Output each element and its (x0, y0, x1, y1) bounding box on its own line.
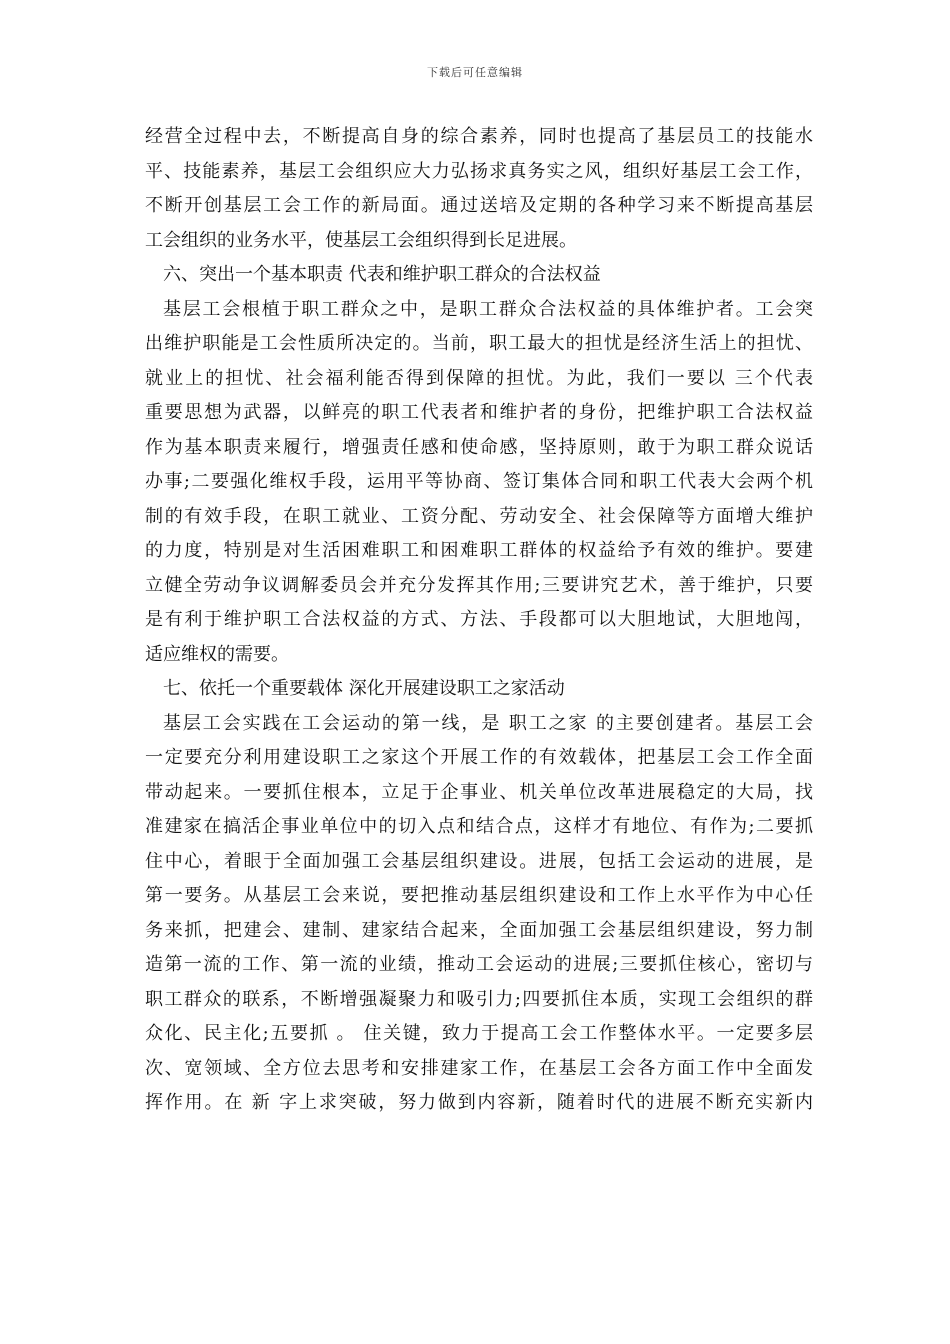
document-body (145, 120, 813, 1121)
text-line: 出维护职能是工会性质所决定的。当前，职工最大的担忧是经济生活上的担忧、 (145, 333, 813, 354)
text-line: 基层工会实践在工会运动的第一线，是 职工之家 的主要创建者。基层工会 (163, 712, 813, 734)
text-line: 是有利于维护职工合法权益的方式、方法、手段都可以大胆地试，大胆地闯， (145, 609, 813, 630)
text-line: 就业上的担忧、社会福利能否得到保障的担忧。为此，我们一要以 三个代表 (145, 367, 813, 389)
text-line: 带动起来。一要抓住根本，立足于企事业、机关单位改革进展稳定的大局，找 (145, 781, 813, 803)
section-heading: 六、突出一个基本职责 代表和维护职工群众的合法权益 (163, 264, 601, 285)
text-line: 作为基本职责来履行，增强责任感和使命感，坚持原则，敢于为职工群众说话 (145, 436, 813, 458)
page-header: 下载后可任意编辑 (427, 66, 523, 79)
text-line: 准建家在搞活企事业单位中的切入点和结合点，这样才有地位、有作为;二要抓 (145, 816, 813, 837)
text-line: 适应维权的需要。 (145, 643, 289, 665)
text-line: 挥作用。在 新 字上求突破，努力做到内容新，随着时代的进展不断充实新内 (145, 1092, 813, 1113)
section-heading: 七、依托一个重要载体 深化开展建设职工之家活动 (163, 678, 565, 699)
text-line: 次、宽领域、全方位去思考和安排建家工作，在基层工会各方面工作中全面发 (145, 1057, 813, 1079)
text-line: 基层工会根植于职工群众之中，是职工群众合法权益的具体维护者。工会突 (163, 298, 813, 320)
text-line: 职工群众的联系，不断增强凝聚力和吸引力;四要抓住本质，实现工会组织的群 (145, 988, 813, 1010)
text-line: 众化、民主化;五要抓 。 住关键，致力于提高工会工作整体水平。一定要多层 (145, 1023, 813, 1044)
text-line: 工会组织的业务水平，使基层工会组织得到长足进展。 (145, 229, 577, 251)
text-line: 经营全过程中去，不断提高自身的综合素养，同时也提高了基层员工的技能水 (145, 126, 813, 147)
text-line: 一定要充分利用建设职工之家这个开展工作的有效载体，把基层工会工作全面 (145, 747, 813, 768)
text-line: 的力度，特别是对生活困难职工和困难职工群体的权益给予有效的维护。要建 (145, 540, 813, 561)
text-line: 住中心，着眼于全面加强工会基层组织建设。进展，包括工会运动的进展，是 (145, 850, 813, 872)
text-line: 制的有效手段，在职工就业、工资分配、劳动安全、社会保障等方面增大维护 (145, 505, 813, 527)
text-line: 不断开创基层工会工作的新局面。通过送培及定期的各种学习来不断提高基层 (145, 195, 813, 216)
text-line: 重要思想为武器，以鲜亮的职工代表者和维护者的身份，把维护职工合法权益 (145, 402, 813, 423)
text-line: 务来抓，把建会、建制、建家结合起来，全面加强工会基层组织建设，努力制 (145, 919, 813, 941)
text-line: 第一要务。从基层工会来说，要把推动基层组织建设和工作上水平作为中心任 (145, 885, 813, 906)
text-line: 造第一流的工作、第一流的业绩，推动工会运动的进展;三要抓住核心，密切与 (145, 954, 813, 975)
text-line: 立健全劳动争议调解委员会并充分发挥其作用;三要讲究艺术，善于维护，只要 (145, 574, 813, 596)
text-line: 办事;二要强化维权手段，运用平等协商、签订集体合同和职工代表大会两个机 (145, 471, 813, 492)
text-line: 平、技能素养，基层工会组织应大力弘扬求真务实之风，组织好基层工会工作， (145, 160, 813, 182)
